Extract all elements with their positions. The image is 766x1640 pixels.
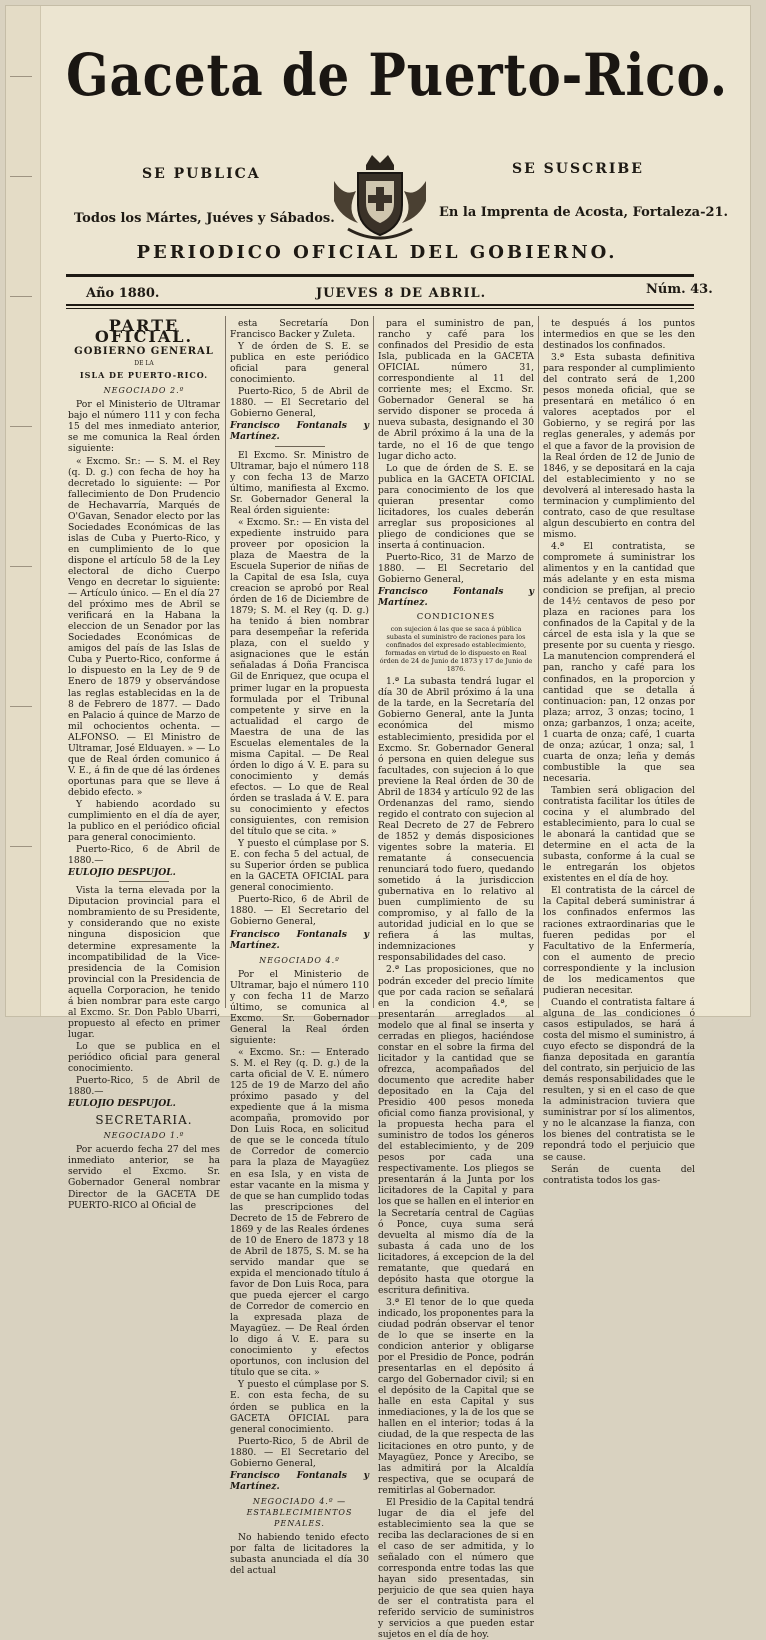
paragraph: Y puesto el cúmplase por S. E. con fecha 5 del actual, de su Superior órden se publica en la GACETA OFICIAL para general conocimiento. (230, 838, 369, 894)
column-rule (373, 316, 374, 1008)
section-title: PARTE OFICIAL. (94, 316, 194, 347)
paragraph: « Excmo. Sr.: — Enterado S. M. el Rey (q. D. g.) de la carta oficial de V. E. número 125 de 19 de Marzo del año próximo pasado y del expediente que á la misma acompaña, promovido por Don Luis Roca, en solicitud de que se le conceda título de Corredor de comercio para la plaza de Mayagüez en esa Isla, y en vista de estar vacante en la misma y de que se han cumplido todas las prescripciones del Decreto de 15 de Febrero de 1869 y de las Reales órdenes de 10 de Enero de 1873 y 18 de Abril de 1875, S. M. se ha servido mandar que se expida el mencionado título á favor de Don Luis Roca, para que pueda ejercer el cargo de Corredor de comercio en la expresada plaza de Mayagüez. — De Real órden lo digo á V. E. para su conocimiento y efectos oportunos, con inclusion del título que se cita. » (230, 1047, 369, 1379)
adjacent-page-strip (6, 6, 41, 1016)
paragraph: 3.ª El tenor de lo que queda indicado, los proponentes para la ciudad podrán observar el tenor de lo que se inserte en la condicion anterior y obligarse por el Presidio de Ponce, podrán presentarlas en el depósito á cargo del Gobernador civil; si en el depósito de la Capital que se halle en esta Capital y sus inmediaciones, y la de los que se hallen en el interior; todas á la ciudad, de la que respecta de las licitaciones en otro punto, y de Mayagüez, Ponce y Arecibo, se las admitirá por la Alcaldía respectiva, que se ocupará de remitirlas al Gobernador. (378, 1296, 534, 1496)
paragraph: 1.ª La subasta tendrá lugar el día 30 de Abril próximo á la una de la tarde, en la Secretaría del Gobierno General, ante la Junta económica del mismo establecimiento, presidida por el Excmo. Sr. Gobernador General ó persona en quien delegue sus facultades, con sujecion á lo que previene la Real órden de 30 de Abril de 1834 y artículo 92 de las Ordenanzas del ramo, siendo regido el contrato con sujecion al Real Decreto de 27 de Febrero de 1852 y demás disposiciones vigentes sobre la materia. El rematante á consecuencia renunciará todo fuero, quedando sometido á la jurisdiccion gubernativa en lo relativo al buen cumplimiento de su compromiso, y al fallo de la autoridad judicial en lo que se refiera á las multas, indemnizaciones y responsabilidades del caso. (378, 676, 534, 964)
paragraph: Puerto-Rico, 5 de Abril de 1880.— (68, 1075, 220, 1098)
gov-heading-island: ISLA DE PUERTO-RICO. (79, 370, 209, 381)
paragraph: Puerto-Rico, 6 de Abril de 1880. — El Secretario del Gobierno General, (230, 894, 369, 928)
signature: Francisco Fontanals y Martínez. (230, 928, 369, 951)
royal-coat-of-arms-icon (328, 151, 432, 243)
newspaper-page (6, 6, 750, 1640)
column-2 (230, 318, 369, 1577)
subscription-heading: SE SUSCRIBE (512, 161, 644, 177)
divider (275, 446, 325, 447)
paragraph: Puerto-Rico, 31 de Marzo de 1880. — El Secretario del Gobierno General, (378, 551, 534, 586)
issue-year: Año 1880. (86, 286, 160, 301)
signature: Francisco Fontanals y Martínez. (230, 1469, 369, 1492)
column-3 (378, 318, 534, 1640)
paragraph: Cuando el contratista faltare á alguna de las condiciones ó casos estipulados, se hará á costa del mismo el suministro, á cuyo efecto se dispondrá de la fianza depositada en garantía del contrato, sin perjuicio de las demás responsabilidades que le resulten, y si en el caso de que la administracion tuviera que suministrar por sí los alimentos, y no le alcanzase la fianza, con los bienes del contratista se le repondrá todo el perjuicio que se cause. (543, 996, 695, 1163)
paragraph: Y de órden de S. E. se publica en este periódico oficial para general conocimiento. (230, 341, 369, 386)
paragraph: Lo que de órden de S. E. se publica en la GACETA OFICIAL para conocimiento de los que quieran presentar como licitadores, los cuales deberán arreglar sus proposiciones al pliego de condiciones que se inserta á continuacion. (378, 462, 534, 551)
publishing-days: Todos los Mártes, Juéves y Sábados. (74, 211, 335, 226)
paragraph: Y puesto el cúmplase por S. E. con esta fecha, de su órden se publica en la GACETA OFICIAL para general conocimiento. (230, 1379, 369, 1435)
signature: Francisco Fontanals y Martínez. (378, 586, 534, 609)
secretaria-heading: SECRETARIA. (95, 1113, 193, 1128)
paragraph: para el suministro de pan, rancho y café para los confinados del Presidio de esta Isla, publicada en la GACETA OFICIAL número 31, correspondiente al 11 del corriente mes; el Excmo. Sr. Gobernador General se ha servido disponer se proceda á nueva subasta, designando el 30 de Abril próximo á la una de la tarde, no el 16 de que tengo lugar dicho acto. (378, 318, 534, 462)
column-rule (225, 316, 226, 1008)
publishing-schedule-heading: SE PUBLICA (142, 166, 261, 182)
paragraph: Puerto-Rico, 6 de Abril de 1880.— (68, 844, 220, 867)
paragraph: Por acuerdo fecha 27 del mes inmediato anterior, se ha servido el Excmo. Sr. Gobernador General nombrar Director de la GACETA DE PUERTO-RICO al Oficial de (68, 1144, 220, 1211)
paragraph: Vista la terna elevada por la Diputacion provincial para el nombramiento de su Presidente, y considerando que no existe ninguna disposicion que determine expresamente la incompatibilidad de la Vice-presidencia de la Comision provincial con la Presidencia de aquella Corporacion, he tenido á bien nombrar para este cargo al Excmo. Sr. Don Pablo Ubarri, propuesto al efecto en primer lugar. (68, 885, 220, 1040)
paragraph: El Presidio de la Capital tendrá lugar de dia el jefe del establecimiento sea la que se reciba las declaraciones de si en el caso de ser admitida, y lo señalado con el número que corresponda entre todas las que hayan sido presentadas, sin perjuicio de que sea quien haya de ser el contratista para el referido servicio de suministros y servicios a que pueden estar sujetos en el día de hoy. (378, 1496, 534, 1640)
masthead-title: Gaceta de Puerto-Rico. (66, 41, 728, 109)
issue-date: JUEVES 8 DE ABRIL. (316, 286, 487, 301)
paragraph: No habiendo tenido efecto por falta de licitadores la subasta anunciada el día 30 del actual (230, 1532, 369, 1577)
paragraph: Puerto-Rico, 5 de Abril de 1880. — El Secretario del Gobierno General, (230, 386, 369, 420)
conditions-heading: CONDICIONES (416, 612, 496, 623)
negociado-label: NEGOCIADO 2.º (103, 386, 185, 396)
paragraph: « Excmo. Sr.: — S. M. el Rey (q. D. g.) con fecha de hoy ha decretado lo siguiente: — Por fallecimiento de Don Prudencio de Hechavarría, Marqués de O'Gavan, Senador electo por las Sociedades Económicas de las islas de Cuba y Puerto-Rico, y en cumplimiento de lo que dispone el artículo 58 de la Ley electoral de dicho Cuerpo Vengo en decretar lo siguiente: — Artículo único. — En el día 27 del próximo mes de Abril se verificará en la Habana la eleccion de un Senador por las Sociedades Económicas de amigos del país de las Islas de Cuba y Puerto-Rico, conforme á lo dispuesto en la Ley de 9 de Enero de 1879 y observándose las reglas establecidas en la de 8 de Febrero de 1877. — Dado en Palacio á quince de Marzo de mil ochocientos ochenta. — ALFONSO. — El Ministro de Ultramar, José Elduayen. » — Lo que de Real órden comunico á V. E., á fin de que dé las órdenes oportunas para que se lleve á debido efecto. » (68, 455, 220, 798)
negociado-label: NEGOCIADO 4.º — ESTABLECIMIENTOS PENALES. (246, 1496, 353, 1528)
header-rule-top (66, 274, 694, 277)
paragraph: te después á los puntos intermedios en que se les den destinados los confinados. (543, 318, 695, 352)
paragraph: Por el Ministerio de Ultramar bajo el número 111 y con fecha 15 del mes inmediato anterior, se me comunica la Real órden siguiente: (68, 399, 220, 455)
divider (119, 881, 169, 882)
subscription-address: En la Imprenta de Acosta, Fortaleza-21. (439, 205, 729, 220)
column-4 (543, 318, 695, 1186)
paragraph: El Excmo. Sr. Ministro de Ultramar, bajo el número 118 y con fecha 13 de Marzo último, manifiesta al Excmo. Sr. Gobernador General la Real órden siguiente: (230, 449, 369, 516)
paragraph: Serán de cuenta del contratista todos los gas- (543, 1163, 695, 1186)
negociado-label: NEGOCIADO 1.º (103, 1131, 185, 1141)
column-1 (68, 316, 220, 1211)
paragraph: 2.ª Las proposiciones, que no podrán exceder del precio límite que por cada racion se señalará en la condicion 4.ª, se presentarán arreglados al modelo que al final se inserta y cerradas en pliegos, haciéndose constar en el sobre la firma del licitador y la cantidad que se ofrezca, acompañados del documento que acredite haber depositado en la Caja del Presidio 400 pesos moneda oficial como fianza provisional, y la propuesta hecha para el suministro de todos los géneros del establecimiento, y de 209 pesos por cada una respectivamente. Los pliegos se presentarán á la Junta por los licitadores de la Capital y para los que se hallen en el interior en la Secretaría central de Cagüas ó Ponce, cuya suma será devuelta al mismo día de la subasta á cada uno de los licitadores, á excepcion de la del rematante, que quedará en depósito hasta que otorgue la escritura definitiva. (378, 964, 534, 1296)
paragraph: « Excmo. Sr.: — En vista del expediente instruido para proveer por oposicion la plaza de Maestra de la Escuela Superior de niñas de la Capital de esa Isla, cuya creacion se aprobó por Real órden de 16 de Diciembre de 1879; S. M. el Rey (q. D. g.) ha tenido á bien nombrar para desempeñar la referida plaza, con el sueldo y asignaciones que le están señaladas á Doña Francisca Gil de Enriquez, que ocupa el primer lugar en la propuesta formulada por el Tribunal competente y sirve en la actualidad el cargo de Maestra de una de las Escuelas elementales de la misma Capital. — De Real órden lo digo á V. E. para su conocimiento y demás efectos. — Lo que de Real órden se traslada á V. E. para su conocimiento y efectos consiguientes, con remision del título que se cita. » (230, 516, 369, 838)
paragraph: 3.ª Esta subasta definitiva para responder al cumplimiento del contrato será de 1,200 pesos moneda oficial, que se presentará en metálico ó en valores aceptados por el Gobierno, y se regirá por las reglas generales, y además por el que a favor de la provision de la Real órden de 12 de Junio de 1846, y se depositará en la caja del establecimiento y no se devolverá al interesado hasta la terminacion y cumplimiento del contrato, caso de que resultase algun descubierto en contra del mismo. (543, 352, 695, 540)
gov-heading-de: DE LA (134, 360, 154, 368)
paragraph: Tambien será obligacion del contratista facilitar los útiles de cocina y el alumbrado del establecimiento, para lo cual se le abonará la cantidad que se determine en el acta de la subasta, conforme á la cual se le entregarán los objetos existentes en el día de hoy. (543, 784, 695, 885)
paragraph: Por el Ministerio de Ultramar, bajo el número 110 y con fecha 11 de Marzo último, se comunica al Excmo. Sr. Gobernador General la Real órden siguiente: (230, 968, 369, 1046)
signature: EULOJIO DESPUJOL. (68, 867, 176, 879)
negociado-label: NEGOCIADO 4.º (259, 955, 340, 965)
paragraph: Lo que se publica en el periódico oficial para general conocimiento. (68, 1040, 220, 1075)
paragraph: esta Secretaría Don Francisco Backer y Zuleta. (230, 318, 369, 341)
paragraph: Puerto-Rico, 5 de Abril de 1880. — El Secretario del Gobierno General, (230, 1435, 369, 1469)
header-rule-bottom (66, 304, 694, 306)
issue-number: Núm. 43. (646, 282, 713, 297)
signature: Francisco Fontanals y Martínez. (230, 420, 369, 443)
gov-heading: GOBIERNO GENERAL (74, 346, 214, 358)
column-rule (538, 316, 539, 1008)
paragraph: Y habiendo acordado su cumplimiento en el día de ayer, la publico en el periódico oficial para general conocimiento. (68, 798, 220, 844)
paragraph: 4.ª El contratista, se compromete á suministrar los alimentos y en la cantidad que más adelante y en esta misma condicion se prefijan, al precio de 14½ centavos de peso por plaza en raciones para los confinados de la Capital y de la cárcel de esta isla y la que se presente por su cuenta y riesgo. La manutencion comprenderá el pan, rancho y café para los confinados, en la proporcion y cantidad que se detalla á continuacion: pan, 12 onzas por plaza; arroz, 3 onzas; tocino, 1 onza; garbanzos, 1 onza; aceite, 1 cuarta de onza; café, 1 cuarta de onza; azúcar, 1 onza; sal, 1 cuarta de onza; leña y demás combustible la que sea necesaria. (543, 540, 695, 784)
header-rule-thin (66, 308, 694, 309)
newspaper-subtitle: PERIODICO OFICIAL DEL GOBIERNO. (136, 242, 618, 263)
signature: EULOJIO DESPUJOL. (68, 1098, 176, 1110)
conditions-note: con sujecion á las que se saca á pública subasta el suministro de raciones para los confinados del expresado establecimiento, formadas en virtud de lo dispuesto en Real órden de 24 de Junio de 1873 y 17 de Junio de 1876. (379, 625, 533, 674)
paragraph: El contratista de la cárcel de la Capital deberá suministrar á los confinados enfermos las raciones extraordinarias que le fueren pedidas por el Facultativo de la Enfermería, con el aumento de precio correspondiente y la inclusion de los medicamentos que pudieran necesitar. (543, 885, 695, 996)
